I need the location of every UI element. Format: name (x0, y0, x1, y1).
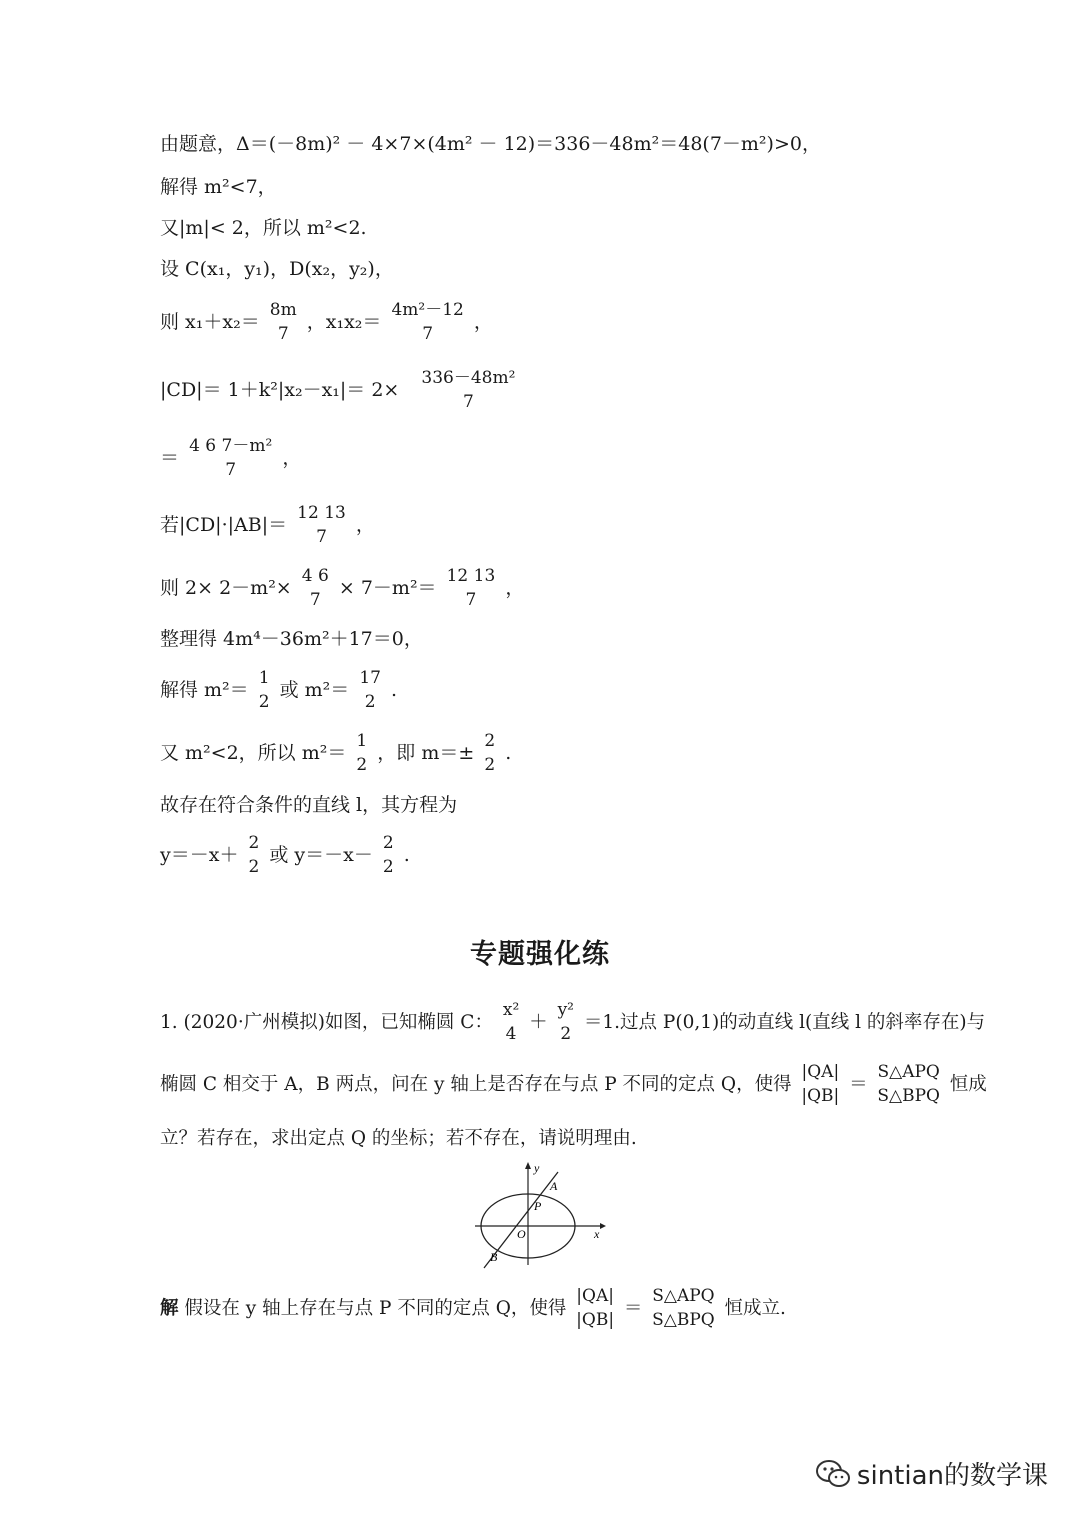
l5-end: ， (473, 310, 493, 333)
label-p: P (534, 1199, 542, 1213)
solution-end: 恒成立. (724, 1297, 786, 1319)
y-axis-arrow-icon (525, 1162, 531, 1169)
label-x: x (594, 1227, 600, 1241)
fraction: $\frac{\text{336－48m²}}{7}$ (421, 368, 516, 412)
label-o: O (517, 1227, 526, 1241)
solution-line-1: 由题意，Δ＝(－8m)² － 4×7×(4m² － 12)＝336－48m²＝48(7－m²)>0， (160, 133, 821, 155)
p2-prefix: 椭圆 C 相交于 A，B 两点，问在 y 轴上是否存在与点 P 不同的定点 Q，使得 (160, 1073, 792, 1095)
solution-line-4: 设 C(x₁，y₁)，D(x₂，y₂)， (160, 258, 394, 280)
l8-end: ， (355, 513, 375, 536)
solution-line-14 (160, 835, 410, 877)
l14-mid: 或 y＝－x－ (269, 843, 373, 866)
solution-line-13: 故存在符合条件的直线 l，其方程为 (160, 794, 458, 816)
l6-prefix: |CD|＝ 1＋k²|x₂－x₁|＝ 2× (160, 378, 400, 401)
fraction: $\frac{\text{x²}}{4}$ (502, 1000, 520, 1044)
p2-end: 恒成 (949, 1073, 987, 1095)
label-b: B (490, 1250, 498, 1264)
solution-line-7 (160, 438, 301, 480)
fraction: $\frac{\text{S△APQ}}{\text{S△BPQ}}$ (877, 1062, 940, 1106)
l11-prefix: 解得 m²＝ (160, 678, 249, 701)
solution-line-9 (160, 568, 524, 610)
solution-text: 假设在 y 轴上存在与点 P 不同的定点 Q，使得 (184, 1297, 567, 1319)
l7-end: ， (282, 446, 302, 469)
fraction: $\frac{4 6}{7}$ (301, 566, 329, 610)
watermark-text: sintian的数学课 (856, 1461, 1048, 1491)
fraction: $\frac{2}{2}$ (248, 833, 260, 877)
solution-label: 解 (160, 1297, 179, 1319)
l12-prefix: 又 m²<2，所以 m²＝ (160, 741, 347, 764)
l14-prefix: y＝－x＋ (160, 843, 239, 866)
fraction: $\frac{8m}{7}$ (269, 300, 297, 344)
fraction: $\frac{|QA|}{|QB|}$ (801, 1062, 840, 1106)
fraction: $\frac{2}{2}$ (484, 731, 496, 775)
l12-end: . (505, 741, 512, 764)
l9-prefix: 则 2× 2－m²× (160, 576, 292, 599)
ellipse-figure (470, 1160, 610, 1270)
label-a: A (550, 1179, 558, 1193)
solution-line-12 (160, 733, 511, 775)
l5-mid: ，x₁x₂＝ (306, 310, 382, 333)
fraction: $\frac{1}{2}$ (258, 668, 270, 712)
wechat-icon (815, 1459, 851, 1489)
l11-mid: 或 m²＝ (279, 678, 350, 701)
p1-rest: ＝1.过点 P(0,1)的动直线 l(直线 l 的斜率存在)与 (583, 1011, 986, 1033)
l12-mid: ，即 m＝± (377, 741, 475, 764)
fraction: $\frac{\text{S△APQ}}{\text{S△BPQ}}$ (652, 1286, 715, 1330)
solution-line-5 (160, 302, 493, 344)
solution-intro (160, 1288, 786, 1330)
fraction: $\frac{12 13}{7}$ (297, 503, 346, 547)
solution-line-8 (160, 505, 375, 547)
fraction: $\frac{\text{y²}}{2}$ (557, 1000, 574, 1044)
p1-plus: ＋ (529, 1011, 548, 1033)
watermark (815, 1455, 1048, 1492)
fraction: $\frac{1}{2}$ (356, 731, 368, 775)
fraction: $\frac{\text{4 6 7－m²}}{7}$ (189, 436, 273, 480)
x-axis-arrow-icon (600, 1223, 606, 1229)
solution-line-10: 整理得 4m⁴－36m²＋17＝0， (160, 628, 423, 650)
problem-line-3: 立？若存在，求出定点 Q 的坐标；若不存在，请说明理由. (160, 1128, 637, 1149)
solution-line-6 (160, 370, 519, 412)
l5-prefix: 则 x₁＋x₂＝ (160, 310, 260, 333)
solution-eq: ＝ (623, 1297, 643, 1319)
fraction: $\frac{2}{2}$ (382, 833, 394, 877)
solution-line-2: 解得 m²<7， (160, 176, 277, 198)
l7-prefix: ＝ (160, 446, 180, 469)
problem-line-2 (160, 1064, 987, 1106)
l11-end: . (391, 678, 398, 701)
fraction: $\frac{12 13}{7}$ (446, 566, 496, 610)
fraction: $\frac{17}{2}$ (359, 668, 381, 712)
solution-line-3: 又|m|< 2，所以 m²<2. (160, 217, 367, 239)
l14-end: . (403, 843, 410, 866)
l9-end: ， (505, 576, 525, 599)
p1-prefix: 1. (2020·广州模拟)如图，已知椭圆 C： (160, 1011, 493, 1033)
fraction: $\frac{|QA|}{|QB|}$ (576, 1286, 615, 1330)
solution-line-11 (160, 670, 397, 712)
label-y: y (534, 1161, 540, 1175)
l9-mid: × 7－m²＝ (338, 576, 437, 599)
fraction: $\frac{\text{4m²－12}}{7}$ (391, 300, 464, 344)
l8-prefix: 若|CD|·|AB|＝ (160, 513, 288, 536)
problem-line-1 (160, 1002, 985, 1044)
section-heading: 专题强化练 (470, 939, 610, 970)
p2-eq: ＝ (849, 1073, 868, 1095)
